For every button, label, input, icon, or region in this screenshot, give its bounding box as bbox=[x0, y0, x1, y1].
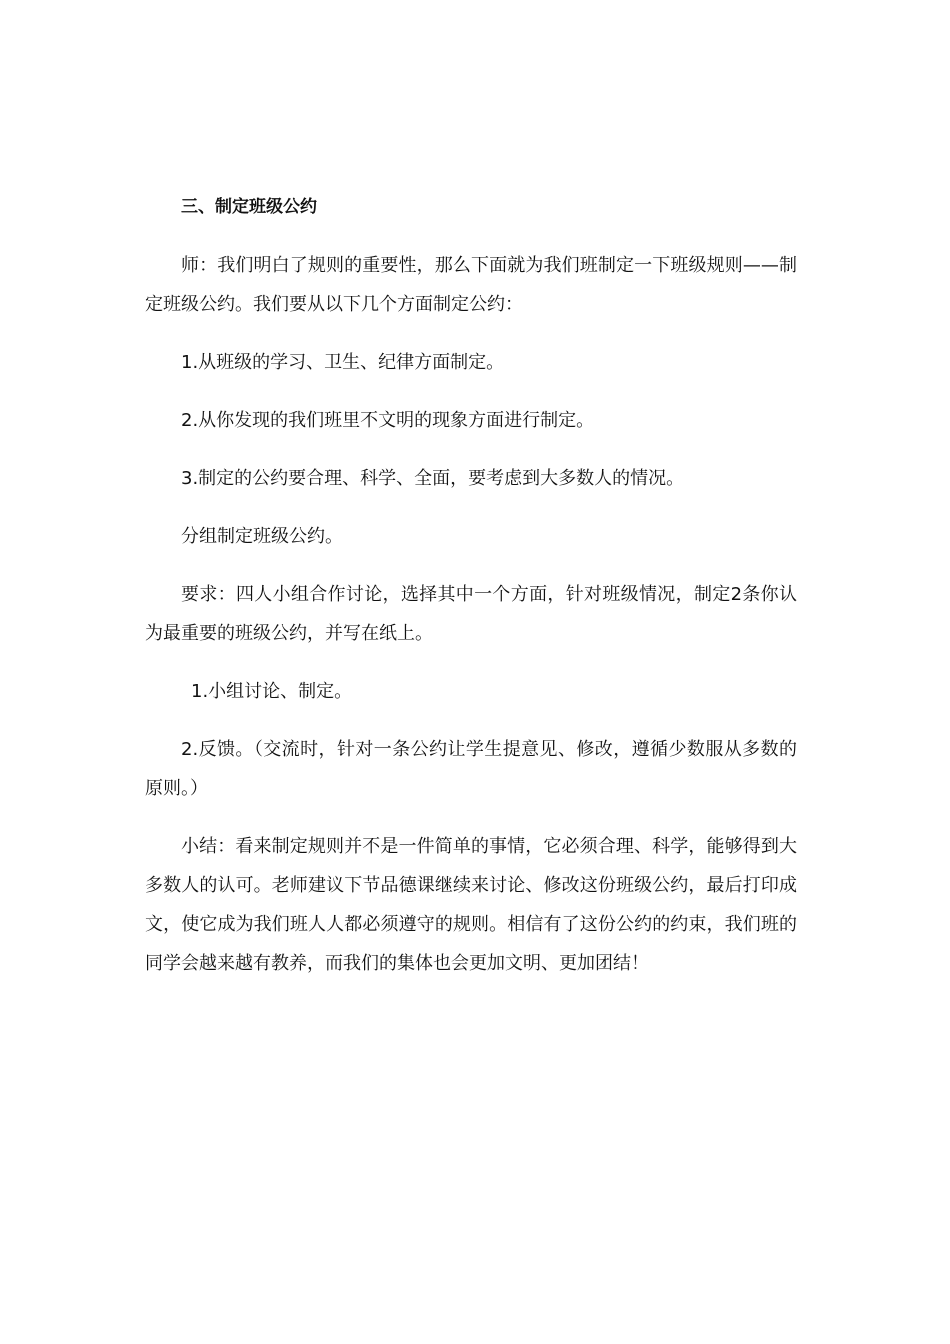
section-heading: 三、制定班级公约 bbox=[181, 197, 317, 217]
summary-paragraph: 小结：看来制定规则并不是一件简单的事情，它必须合理、科学，能够得到大多数人的认可。老师建议下节品德课继续来讨论、修改这份班级公约，最后打印成文，使它成为我们班人人都必须遵守的规则。相信有了这份公约的约束，我们班的同学会越来越有教养，而我们的集体也会更加文明、更加团结！ bbox=[145, 836, 797, 974]
document-body bbox=[145, 188, 797, 983]
group-task-paragraph: 分组制定班级公约。 bbox=[181, 526, 343, 547]
step-item-1: 1.小组讨论、制定。 bbox=[191, 681, 353, 702]
step-item-2: 2.反馈。（交流时，针对一条公约让学生提意见、修改，遵循少数服从多数的原则。） bbox=[145, 739, 797, 799]
requirement-paragraph: 要求：四人小组合作讨论，选择其中一个方面，针对班级情况，制定2条你认为最重要的班级公约，并写在纸上。 bbox=[145, 584, 797, 644]
list-item-2: 2.从你发现的我们班里不文明的现象方面进行制定。 bbox=[181, 410, 595, 431]
teacher-intro-paragraph: 师：我们明白了规则的重要性，那么下面就为我们班制定一下班级规则——制定班级公约。我们要从以下几个方面制定公约： bbox=[145, 255, 797, 315]
list-item-3: 3.制定的公约要合理、科学、全面，要考虑到大多数人的情况。 bbox=[181, 468, 685, 489]
list-item-1: 1.从班级的学习、卫生、纪律方面制定。 bbox=[181, 352, 505, 373]
